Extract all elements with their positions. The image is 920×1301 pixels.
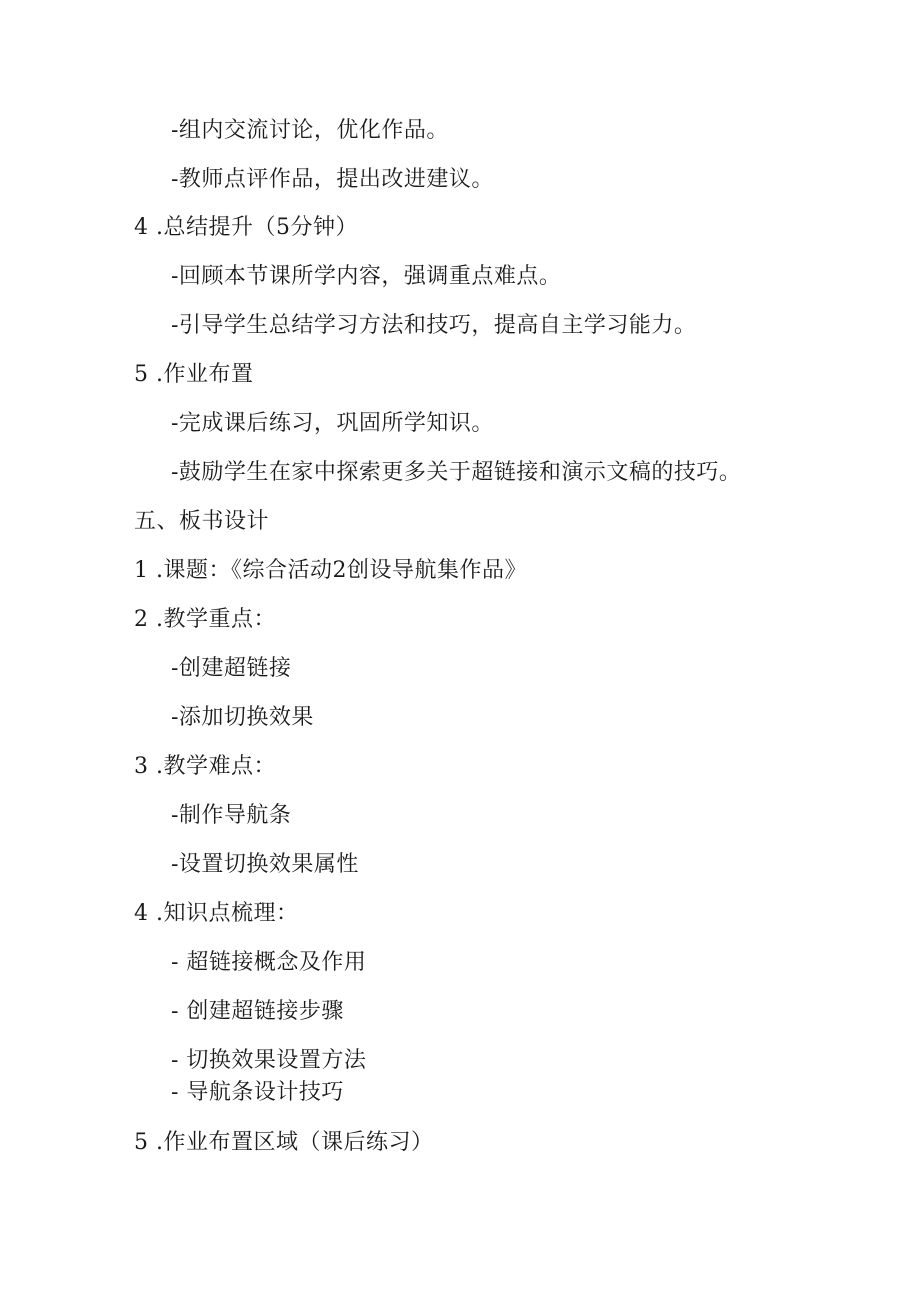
- section-heading: 4 .总结提升（5分钟）: [134, 215, 358, 240]
- section-heading: 5 .作业布置区域（课后练习）: [134, 1130, 434, 1155]
- section-heading: 4 .知识点梳理：: [134, 901, 299, 926]
- section-heading: 1 .课题：《综合活动2创设导航集作品》: [134, 558, 527, 583]
- text-line: -完成课后练习，巩固所学知识。: [171, 411, 494, 436]
- text-line: - 导航条设计技巧: [171, 1080, 344, 1105]
- text-line: - 创建超链接步骤: [171, 999, 344, 1024]
- text-line: -引导学生总结学习方法和技巧，提高自主学习能力。: [171, 313, 697, 338]
- section-heading: 2 .教学重点：: [134, 607, 276, 632]
- text-line: -创建超链接: [171, 656, 292, 681]
- text-line: -制作导航条: [171, 803, 292, 828]
- section-heading: 3 .教学难点：: [134, 754, 276, 779]
- text-line: -组内交流讨论，优化作品。: [171, 118, 449, 143]
- text-line: - 切换效果设置方法: [171, 1048, 367, 1073]
- text-line: - 超链接概念及作用: [171, 950, 367, 975]
- chapter-heading: 五、板书设计: [134, 509, 270, 534]
- text-line: -添加切换效果: [171, 705, 314, 730]
- text-line: -设置切换效果属性: [171, 852, 359, 877]
- text-line: -回顾本节课所学内容，强调重点难点。: [171, 264, 562, 289]
- text-line: -鼓励学生在家中探索更多关于超链接和演示文稿的技巧。: [171, 460, 742, 485]
- section-heading: 5 .作业布置: [134, 362, 254, 387]
- text-line: -教师点评作品，提出改进建议。: [171, 167, 494, 192]
